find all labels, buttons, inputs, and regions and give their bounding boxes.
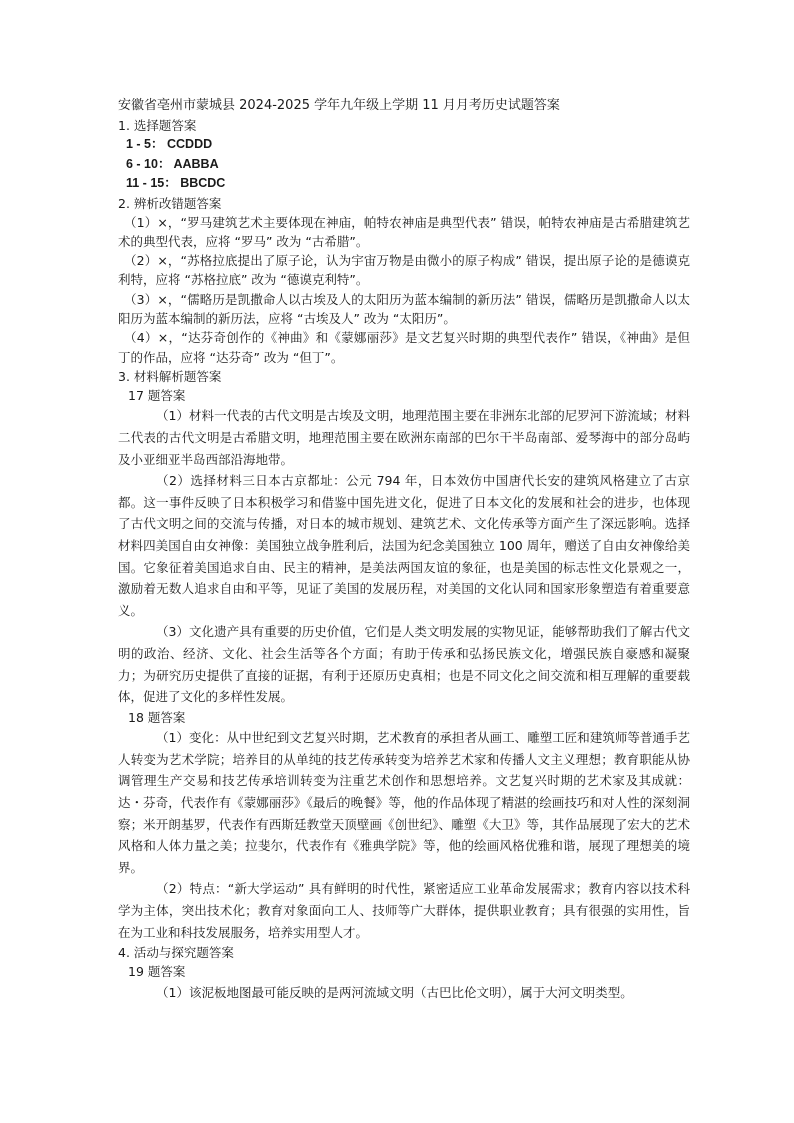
answer-document: [118, 96, 690, 1003]
answer-paragraph: （2）特点：“新大学运动” 具有鲜明的时代性，紧密适应工业革命发展需求；教育内容以技术科学为主体，突出技术化；教育对象面向工人、技师等广大群体，提供职业教育；具有很强的实用性，旨在为工业和科技发展服务，培养实用型人才。: [118, 881, 690, 940]
answer-paragraph: （2）选择材料三日本古京都址：公元 794 年，日本效仿中国唐代长安的建筑风格建立了古京都。这一事件反映了日本积极学习和借鉴中国先进文化，促进了日本文化的发展和社会的进步，也体现了古代文明之间的交流与传播，对日本的城市规划、建筑艺术、文化传承等方面产生了深远影响。选择材料四美国自由女神像：美国独立战争胜利后，法国为纪念美国独立 100 周年，赠送了自由女神像给美国。它象征着美国追求自由、民主的精神，是美法两国友谊的象征，也是美国的标志性文化景观之一，激励着无数人追求自由和平等，见证了美国的发展历程，对美国的文化认同和国家形象塑造有着重要意义。: [118, 473, 690, 618]
correction-item: （1）×，“罗马建筑艺术主要体现在神庙，帕特农神庙是典型代表” 错误，帕特农神庙是古希腊建筑艺术的典型代表，应将 “罗马” 改为 “古希腊”。: [118, 214, 690, 249]
answer-paragraph: （3）文化遗产具有重要的历史价值，它们是人类文明发展的实物见证，能够帮助我们了解古代文明的政治、经济、文化、社会生活等各个方面；有助于传承和弘扬民族文化，增强民族自豪感和凝聚力；为研究历史提供了直接的证据，有利于还原历史真相；也是不同文化之间交流和相互理解的重要载体，促进了文化的多样性发展。: [118, 624, 690, 705]
question-18-heading: 18 题答案: [128, 709, 186, 725]
section-heading-activity: 4. 活动与探究题答案: [118, 945, 234, 961]
question-17-heading: 17 题答案: [128, 387, 186, 403]
section-heading-choice: 1. 选择题答案: [118, 118, 197, 133]
section-heading-correction: 2. 辨析改错题答案: [118, 195, 222, 211]
section-heading-material: 3. 材料解析题答案: [118, 368, 222, 384]
choice-answer-row: 1 - 5： CCDDD: [126, 137, 213, 151]
correction-item: （4）×，“达芬奇创作的《神曲》和《蒙娜丽莎》是文艺复兴时期的典型代表作” 错误，《神曲》是但丁的作品，应将 “达芬奇” 改为 “但丁”。: [118, 330, 690, 365]
document-title: 安徽省亳州市蒙城县 2024-2025 学年九年级上学期 11 月月考历史试题答案: [118, 98, 560, 113]
answer-paragraph: （1）该泥板地图最可能反映的是两河流域文明（古巴比伦文明），属于大河文明类型。: [156, 984, 633, 1000]
choice-answer-row: 11 - 15： BBCDC: [126, 176, 226, 190]
question-19-heading: 19 题答案: [128, 964, 186, 980]
answer-paragraph: （1）材料一代表的古代文明是古埃及文明，地理范围主要在非洲东北部的尼罗河下游流域；材料二代表的古代文明是古希腊文明，地理范围主要在欧洲东南部的巴尔干半岛南部、爱琴海中的部分岛屿及小亚细亚半岛西部沿海地带。: [118, 408, 690, 467]
choice-answer-row: 6 - 10： AABBA: [126, 156, 219, 171]
answer-paragraph: （1）变化：从中世纪到文艺复兴时期，艺术教育的承担者从画工、雕塑工匠和建筑师等普通手艺人转变为艺术学院；培养目的从单纯的技艺传承转变为培养艺术家和传播人文主义理想；教育职能从协调管理生产交易和技艺传承培训转变为注重艺术创作和思想培养。文艺复兴时期的艺术家及其成就：达・芬奇，代表作有《蒙娜丽莎》《最后的晚餐》等，他的作品体现了精湛的绘画技巧和对人性的深刻洞察；米开朗基罗，代表作有西斯廷教堂天顶壁画《创世纪》、雕塑《大卫》等，其作品展现了宏大的艺术风格和人体力量之美；拉斐尔，代表作有《雅典学院》等，他的绘画风格优雅和谐，展现了理想美的境界。: [118, 730, 690, 875]
correction-item: （3）×，“儒略历是凯撒命人以古埃及人的太阳历为蓝本编制的新历法” 错误，儒略历是凯撒命人以太阳历为蓝本编制的新历法，应将 “古埃及人” 改为 “太阳历”。: [118, 291, 690, 326]
correction-item: （2）×，“苏格拉底提出了原子论，认为宇宙万物是由微小的原子构成” 错误，提出原子论的是德谟克利特，应将 “苏格拉底” 改为 “德谟克利特”。: [118, 253, 690, 288]
